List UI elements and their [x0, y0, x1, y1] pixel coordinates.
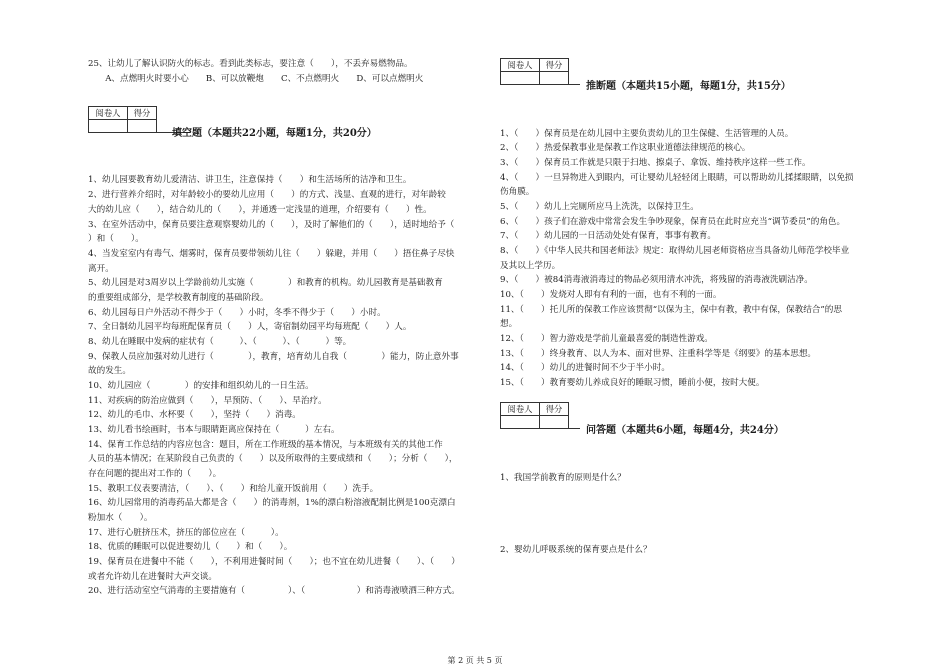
question-25-text: 25、让幼儿了解认识防火的标志。看到此类标志，要注意（ ），不丢弃易燃物品。: [88, 59, 413, 69]
list-item: 1、幼儿园要教育幼儿爱清洁、讲卫生，注意保持（ ）和生活场所的洁净和卫生。: [88, 175, 412, 185]
score-cell[interactable]: [540, 72, 569, 85]
list-item: 9、保教人员应加强对幼儿进行（ ），教育，培育幼儿自我（ ）能力，防止意外事: [88, 352, 459, 362]
list-item: 19、保育员在进餐中不能（ ），不利用进餐时间（ ）；也不宜在幼儿进餐（ ）、（ ）: [88, 557, 460, 567]
reviewer-label: 阅卷人: [501, 59, 540, 72]
reviewer-cell[interactable]: [501, 72, 540, 85]
reviewer-label: 阅卷人: [89, 107, 128, 120]
list-item: 13、幼儿看书绘画时，书本与眼睛距离应保持在（ ）左右。: [88, 425, 340, 435]
list-item: 粉加水（ ）。: [88, 513, 153, 523]
list-item: 的重要组成部分，是学校教育制度的基础阶段。: [88, 293, 269, 303]
list-item: 大的幼儿应（ ），结合幼儿的（ ），并通透一定浅显的道理，介绍要有（ ）性。: [88, 205, 432, 215]
list-item: 8、幼儿在睡眠中发病的症状有（ ）、（ ）、（ ）等。: [88, 337, 352, 347]
list-item: 10、（ ）发烧对人即有有利的一面，也有不利的一面。: [500, 290, 722, 300]
list-item: 4、（ ）一旦异物进入到眼内，可让婴幼儿轻轻闭上眼睛，可以帮助幼儿揉揉眼睛，以免损: [500, 173, 854, 183]
list-item: 3、在室外活动中，保育员要注意观察婴幼儿的（ ），及时了解他们的（ ），适时地给予（: [88, 220, 455, 230]
list-item: 20、进行活动室空气消毒的主要措施有（ ）、（ ）和消毒液喷洒三种方式。: [88, 586, 460, 596]
list-item: 11、（ ）托儿所的保教工作应该贯彻“以保为主，保中有教，教中有保，保教结合”的思: [500, 305, 842, 315]
fill-section-title: 填空题（本题共22小题，每题1分，共20分）: [172, 128, 377, 139]
page-footer: 第 2 页 共 5 页: [447, 656, 503, 665]
list-item: 10、幼儿园应（ ）的安排和组织幼儿的一日生活。: [88, 381, 314, 391]
list-item: 5、（ ）幼儿上完厕所应马上洗洗，以保持卫生。: [500, 202, 699, 212]
list-item: 8、（ ）《中华人民共和国老师法》规定：取得幼儿园老师资格应当具备幼儿师范学校毕业: [500, 246, 850, 256]
list-item: 17、进行心脏挤压术，挤压的部位应在（ ）。: [88, 528, 284, 538]
list-item: 1、（ ）保育员是在幼儿园中主要负责幼儿的卫生保健、生活管理的人员。: [500, 129, 794, 139]
judge-section-title: 推断题（本题共15小题，每题1分，共15分）: [586, 81, 791, 92]
list-item: 故的发生。: [88, 366, 131, 376]
score-label: 得分: [128, 107, 157, 120]
score-box-judge: [500, 58, 569, 85]
score-box-qa: [500, 402, 569, 429]
list-item: 伤角膜。: [500, 187, 535, 197]
list-item: 5、幼儿园是对3周岁以上学龄前幼儿实施（ ）和教育的机构。幼儿园教育是基础教育: [88, 278, 443, 288]
list-item: 16、幼儿园常用的消毒药品大都是含（ ）的消毒剂，1%的漂白粉溶液配制比例是100克漂白: [88, 498, 456, 508]
list-item: 4、当发室室内有毒气、烟雾时，保育员要带领幼儿往（ ）躲避，并用（ ）捂住鼻子尽快: [88, 249, 455, 259]
qa-section-title: 问答题（本题共6小题，每题4分，共24分）: [586, 425, 784, 436]
list-item: 15、教职工仪表要清洁，（ ）、（ ）和给儿童开饭前用（ ）洗手。: [88, 484, 379, 494]
list-item: ）和（ ）。: [88, 234, 144, 244]
list-item: 离开。: [88, 264, 114, 274]
list-item: 存在问题的提出对工作的（ ）。: [88, 469, 222, 479]
qa-question-2: 2、婴幼儿呼吸系统的保育要点是什么？: [500, 545, 652, 555]
score-label: 得分: [540, 59, 569, 72]
list-item: 人员的基本情况；在某阶段自己负责的（ ）以及所取得的主要成绩和（ ）；分析（ ），: [88, 454, 458, 464]
qa-question-1: 1、我国学前教育的原则是什么？: [500, 473, 626, 483]
list-item: 11、对疾病的防治应做到（ ），早预防、（ ）、早治疗。: [88, 396, 327, 406]
list-item: 14、保育工作总结的内容应包含：题目，所在工作班级的基本情况，与本班级有关的其他工作: [88, 440, 443, 450]
section-rule: [566, 84, 580, 85]
question-25-options: A、点燃明火时要小心 B、可以放鞭炮 C、不点燃明火 D、可以点燃明火: [88, 74, 424, 84]
reviewer-cell[interactable]: [89, 120, 128, 133]
list-item: 13、（ ）终身教育、以人为本、面对世界、注重科学等是《纲要》的基本思想。: [500, 349, 817, 359]
list-item: 或者允许幼儿在进餐时大声交谈。: [88, 572, 217, 582]
score-label: 得分: [540, 403, 569, 416]
list-item: 6、（ ）孩子们在游戏中常常会发生争吵现象，保育员在此时应充当“调节委员”的角色。: [500, 217, 846, 227]
list-item: 9、（ ）被84消毒液消毒过的物品必须用清水冲洗，将残留的消毒液洗刷洁净。: [500, 275, 813, 285]
score-cell[interactable]: [128, 120, 157, 133]
list-item: 7、（ ）幼儿园的一日活动处处有保育，事事有教育。: [500, 231, 717, 241]
score-box-fill: [88, 106, 157, 133]
list-item: 7、全日制幼儿园平均每班配保育员（ ）人，寄宿制幼园平均每班配（ ）人。: [88, 322, 412, 332]
list-item: 14、（ ）幼儿的进餐时间不少于半小时。: [500, 363, 670, 373]
list-item: 18、优质的睡眠可以促进婴幼儿（ ）和（ ）。: [88, 542, 293, 552]
section-rule: [566, 428, 580, 429]
list-item: 想。: [500, 319, 518, 329]
list-item: 6、幼儿园每日户外活动不得少于（ ）小时，冬季不得少于（ ）小时。: [88, 308, 386, 318]
list-item: 2、进行营养介绍时，对年龄较小的要幼儿应用（ ）的方式、浅显、直观的进行，对年龄较: [88, 190, 446, 200]
reviewer-cell[interactable]: [501, 416, 540, 429]
list-item: 2、（ ）热爱保教事业是保教工作这职业道德法律规范的核心。: [500, 143, 751, 153]
list-item: 12、（ ）智力游戏是学前儿童最喜爱的制造性游戏。: [500, 334, 713, 344]
score-cell[interactable]: [540, 416, 569, 429]
list-item: 12、幼儿的毛巾、水杯要（ ），坚持（ ）消毒。: [88, 410, 301, 420]
list-item: 及其以上学历。: [500, 261, 561, 271]
reviewer-label: 阅卷人: [501, 403, 540, 416]
list-item: 3、（ ）保育员工作就是只限于扫地、擦桌子、拿饭、维持秩序这样一些工作。: [500, 158, 811, 168]
list-item: 15、（ ）教育婴幼儿养成良好的睡眠习惯，睡前小便，按时大便。: [500, 378, 765, 388]
